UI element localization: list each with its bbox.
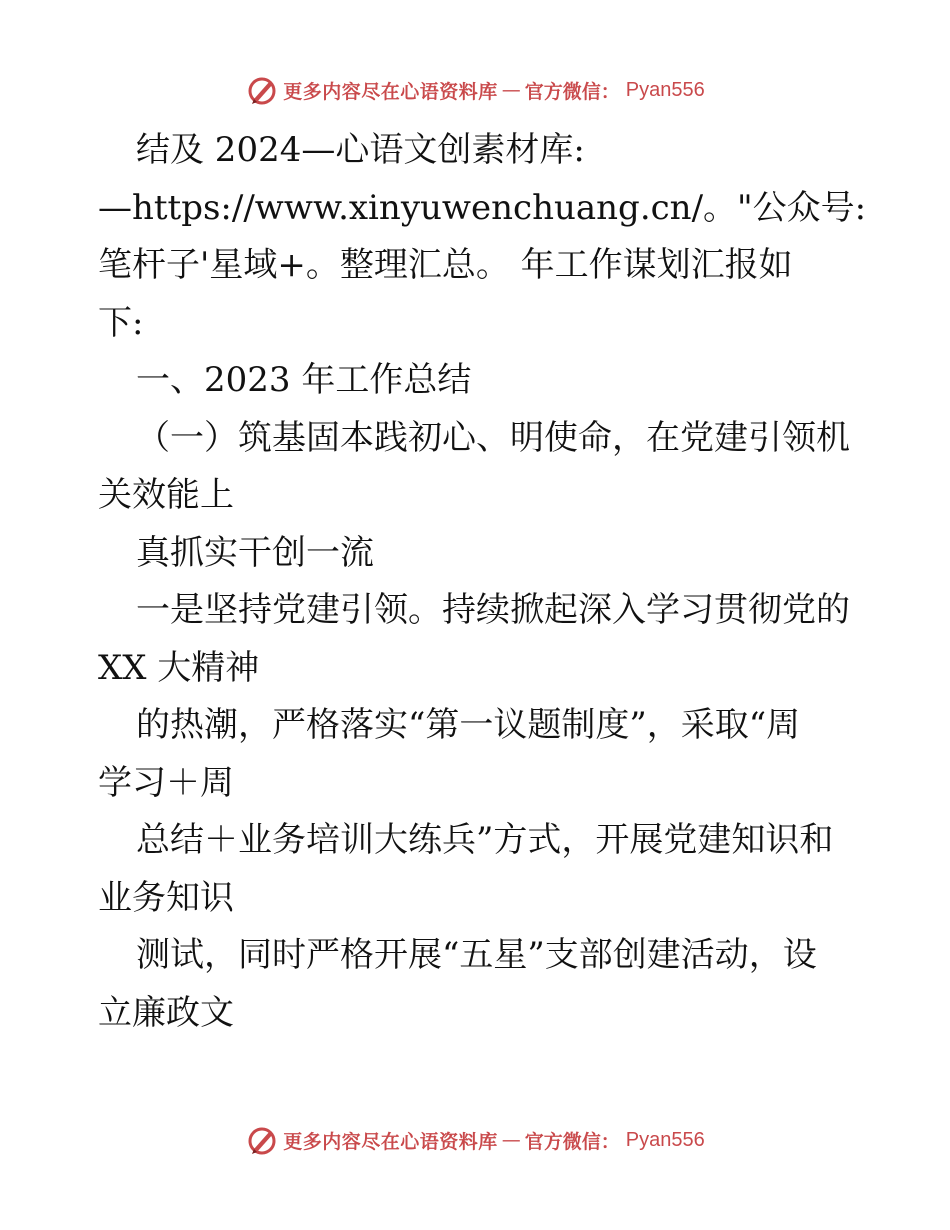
watermark-banner-top (0, 70, 950, 110)
watermark-separator: — (501, 1129, 521, 1151)
document-body (98, 122, 898, 1042)
text-line: 下: (98, 302, 144, 343)
watermark-banner-bottom (0, 1120, 950, 1160)
text-line: 一是坚持党建引领。持续掀起深入学习贯彻党的 (136, 590, 850, 630)
text-line: 笔杆子'星域+。整理汇总。 年工作谋划汇报如 (98, 245, 793, 285)
watermark-text: 更多内容尽在心语资料库 (283, 80, 498, 103)
text-line: 学习＋周 (98, 762, 234, 803)
watermark-text: 更多内容尽在心语资料库 (283, 1130, 498, 1153)
subsection-heading: （一）筑基固本践初心、明使命，在党建引领机 (136, 417, 850, 458)
watermark-wechat-label: 官方微信： (524, 1130, 620, 1153)
text-line: 业务知识 (98, 877, 234, 918)
text-line: 真抓实干创一流 (136, 532, 374, 573)
text-line: —https://www.xinyuwenchuang.cn/。"公众号: (98, 187, 867, 228)
text-line: XX 大精神 (98, 647, 260, 688)
text-line: 关效能上 (98, 475, 234, 515)
pen-logo-icon (245, 1123, 279, 1157)
text-line: 测试，同时严格开展“五星”支部创建活动，设 (136, 935, 817, 975)
text-line: 总结＋业务培训大练兵”方式，开展党建知识和 (136, 820, 834, 860)
text-line: 立廉政文 (98, 992, 234, 1033)
watermark-separator: — (501, 79, 521, 101)
watermark-wechat-label: 官方微信： (524, 80, 620, 103)
watermark-wechat-id: Pyan556 (625, 78, 705, 101)
watermark-wechat-id: Pyan556 (625, 1128, 705, 1151)
text-line: 结及 2024—心语文创素材库: (136, 130, 585, 170)
pen-logo-icon (245, 73, 279, 107)
section-heading: 一、2023 年工作总结 (136, 360, 472, 400)
text-line: 的热潮，严格落实“第一议题制度”，采取“周 (136, 705, 801, 745)
